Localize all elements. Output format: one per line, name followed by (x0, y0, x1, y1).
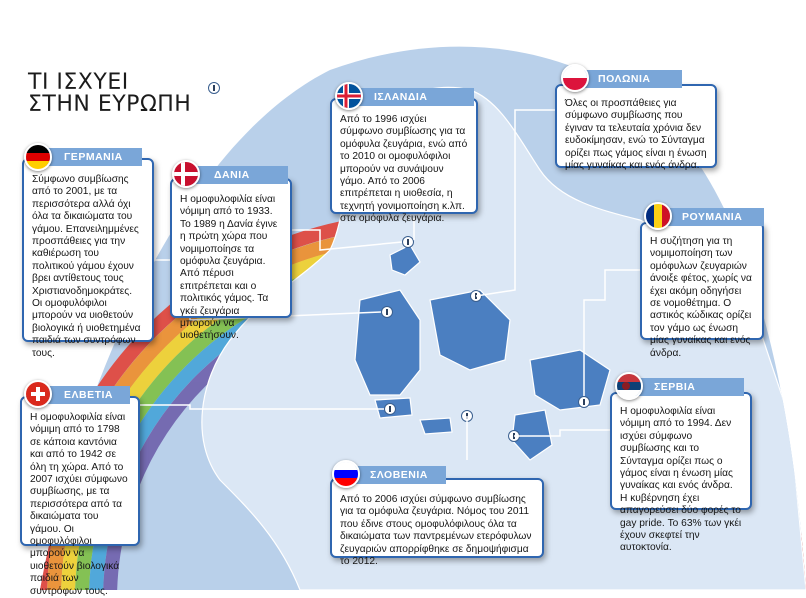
map-pin-slovenia[interactable] (461, 410, 473, 422)
country-text: Από το 2006 ισχύει σύμφωνο συμβίωσης για τα ομόφυλα ζευγάρια. Νόμος του 2011 που έδινε στους ομοφυλόφιλους όλα τα δικαιώματα των παντρεμένων ετερόφυλων ζευγαριών απορρίφθηκε σε δημοψήφισμα το 2012. (340, 494, 532, 568)
country-name: ΔΑΝΙΑ (214, 169, 250, 181)
country-name: ΙΣΛΑΝΔΙΑ (374, 91, 428, 103)
country-card-germany (22, 158, 154, 359)
map-pin-romania[interactable] (578, 396, 590, 408)
country-name: ΣΛΟΒΕΝΙΑ (370, 469, 428, 481)
country-name: ΡΟΥΜΑΝΙΑ (682, 211, 743, 223)
country-card-iceland (330, 98, 478, 225)
flag-poland-icon (561, 64, 589, 92)
country-card-poland (555, 84, 717, 172)
country-card-denmark (170, 178, 292, 342)
map-pin-switzerland[interactable] (384, 403, 396, 415)
country-text: Η ομοφυλοφιλία είναι νόμιμη από το 1798 σε κάποια καντόνια και από το 1942 σε όλη τη χώρα. Από το 2007 ισχύει σύμφωνο συμβίωσης, με τα περισσότερα από τα δικαιώματα του γάμου. Οι ομοφυλόφιλοι μπορούν να υιοθετούν βιολογικά παιδιά των συντρόφων τους. (30, 412, 128, 597)
flag-serbia-icon (615, 372, 643, 400)
map-pin-serbia[interactable] (508, 430, 520, 442)
country-card-switzerland (20, 396, 140, 597)
country-card-serbia (610, 392, 752, 554)
country-header-iceland (344, 88, 474, 106)
title-line-1: ΤΙ ΙΣΧΥΕΙ (28, 70, 129, 95)
country-text: Η ομοφυλοφιλία είναι νόμιμη από το 1994. Δεν ισχύει σύμφωνο συμβίωσης και το Σύνταγμα ορίζει πως ο γάμος είναι η ένωση μίας γυναίκας και ενός άνδρα. Η κυβέρνηση έχει απαγορεύσει δύο φορές το gay pride. Το 63% των γκέι έχουν σκεφτεί την αυτοκτονία. (620, 406, 742, 554)
country-text: Η ομοφυλοφιλία είναι νόμιμη από το 1933. Το 1989 η Δανία έγινε η πρώτη χώρα που νομιμοποίησε τα ομόφυλα ζευγάρια. Από πέρυσι επιτρέπεται και ο πολιτικός γάμος. Τα γκέι ζευγάρια μπορούν να υιοθετήσουν. (180, 194, 278, 342)
country-name: ΓΕΡΜΑΝΙΑ (64, 151, 123, 163)
country-card-slovenia (330, 478, 544, 568)
country-name: ΕΛΒΕΤΙΑ (64, 389, 114, 401)
flag-iceland-icon (335, 82, 363, 110)
country-name: ΠΟΛΩΝΙΑ (598, 73, 651, 85)
map-pin-germany[interactable] (381, 306, 393, 318)
flag-germany-icon (24, 143, 52, 171)
country-card-romania (640, 222, 764, 359)
country-text: Σύμφωνο συμβίωσης από το 2001, με τα περισσότερα αλλά όχι όλα τα δικαιώματα του γάμου. Επανειλημμένες προσπάθειες για την καθιέρωση του πολιτικού γάμου έχουν βρει αντίθετους τους Χριστιανοδημοκράτες. Οι ομοφυλόφιλοι μπορούν να υιοθετούν βιολογικά ή υιοθετημένα παιδιά των συντρόφων τους. (32, 174, 141, 359)
flag-romania-icon (644, 202, 672, 230)
country-text: Η συζήτηση για τη νομιμοποίηση των ομόφυλων ζευγαριών άνοιξε φέτος, χωρίς να έχει ακόμη οδηγήσει σε νομοθέτημα. Ο αστικός κώδικας ορίζει τον γάμο ως ένωση μίας γυναίκας και ενός άνδρα. (650, 236, 752, 359)
country-text: Από το 1996 ισχύει σύμφωνο συμβίωσης για τα ομόφυλα ζευγάρια, ενώ από το 2010 οι ομοφυλόφιλοι μπορούν να συνάψουν γάμο. Από το 2006 επιτρέπεται η υιοθεσία, η τεχνητή γονιμοποίηση κ.λπ. στα ομόφυλα ζευγάρια. (340, 114, 468, 225)
flag-slovenia-icon (332, 460, 360, 488)
page-title (28, 72, 191, 116)
map-pin-iceland[interactable] (208, 82, 220, 94)
map-pin-denmark[interactable] (402, 236, 414, 248)
flag-denmark-icon (172, 160, 200, 188)
title-line-2: ΣΤΗΝ ΕΥΡΩΠΗ (28, 92, 192, 117)
country-text: Όλες οι προσπάθειες για σύμφωνο συμβίωσης που έγιναν τα τελευταία χρόνια δεν ευδοκίμησαν, ενώ το Σύνταγμα ορίζει πως γάμος είναι η ένωση μίας γυναίκας και ενός άνδρα. (565, 98, 707, 172)
country-name: ΣΕΡΒΙΑ (654, 381, 696, 393)
map-pin-poland[interactable] (470, 290, 482, 302)
flag-switzerland-icon (24, 380, 52, 408)
